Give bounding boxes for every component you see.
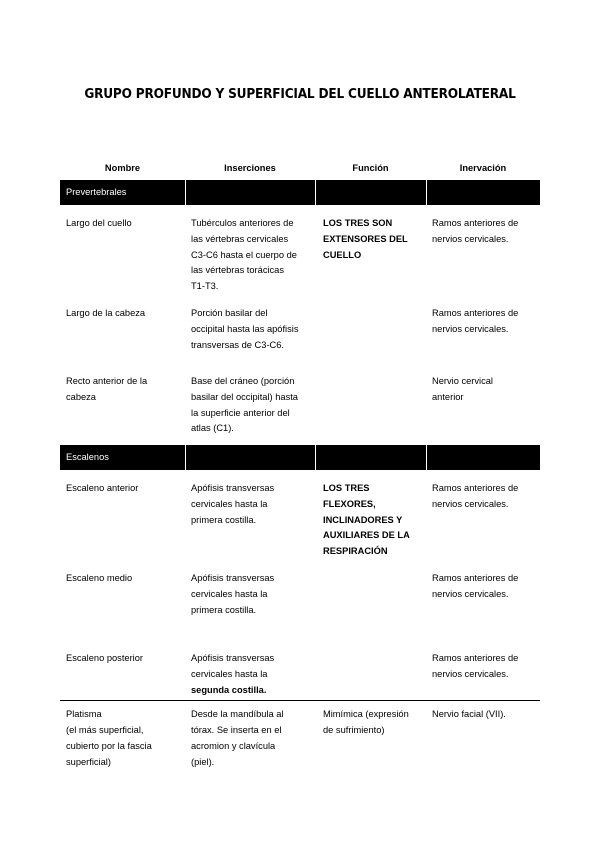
table-row	[60, 205, 540, 295]
text-line: Ramos anteriores de	[432, 482, 519, 493]
text-line: acromion y clavícula	[191, 740, 276, 751]
text-line-bold: segunda costilla.	[191, 684, 267, 695]
cell-inervacion	[426, 205, 540, 295]
text-line: anterior	[432, 391, 464, 402]
table-row	[60, 701, 540, 778]
text-line: primera costilla.	[191, 604, 257, 615]
text-line: Apófisis transversas	[191, 652, 275, 663]
section-cell	[185, 445, 315, 470]
text-line: Apófisis transversas	[191, 572, 275, 583]
cell-funcion	[315, 205, 426, 295]
cell-nombre: Largo de la cabeza	[66, 307, 146, 318]
cell-funcion	[315, 470, 426, 560]
text-line: INCLINADORES Y	[323, 514, 403, 525]
section-cell	[315, 180, 426, 205]
cell-inserciones	[185, 295, 315, 363]
section-row-prevertebrales	[60, 180, 540, 205]
cell-inervacion	[426, 640, 540, 701]
cell-inervacion	[426, 470, 540, 560]
text-line: (el más superficial,	[66, 725, 144, 736]
text-line: T1-T3.	[191, 281, 219, 292]
header-nombre: Nombre	[104, 162, 141, 173]
text-line: tórax. Se inserta en el	[191, 725, 282, 736]
text-line: nervios cervicales.	[432, 668, 509, 679]
text-line: EXTENSORES DEL	[323, 233, 408, 244]
text-line: nervios cervicales.	[432, 233, 509, 244]
text-line: nervios cervicales.	[432, 323, 509, 334]
text-line: Base del cráneo (porción	[191, 375, 295, 386]
table-row	[60, 560, 540, 640]
header-inserciones: Inserciones	[224, 162, 276, 173]
text-line: cervicales hasta la	[191, 498, 268, 509]
text-line: Ramos anteriores de	[432, 572, 519, 583]
text-line: cervicales hasta la	[191, 588, 268, 599]
cell-inserciones	[185, 560, 315, 640]
section-row-escalenos	[60, 445, 540, 470]
table-row	[60, 363, 540, 445]
text-line: cubierto por la fascia	[66, 740, 152, 751]
cell-funcion	[315, 363, 426, 445]
cell-nombre: Escaleno posterior	[66, 652, 143, 663]
cell-nombre	[60, 701, 185, 778]
section-cell	[315, 445, 426, 470]
text-line: Porción basilar del	[191, 307, 268, 318]
text-line: transversas de C3-C6.	[191, 339, 285, 350]
cell-inervacion	[426, 560, 540, 640]
cell-funcion	[315, 701, 426, 778]
section-cell	[426, 445, 540, 470]
text-line: cabeza	[66, 391, 96, 402]
text-line: Ramos anteriores de	[432, 652, 519, 663]
section-cell	[426, 180, 540, 205]
text-line: Nervio cervical	[432, 375, 493, 386]
text-line: C3-C6 hasta el cuerpo de	[191, 249, 297, 260]
cell-inervacion	[426, 295, 540, 363]
text-line: AUXILIARES DE LA	[323, 530, 410, 541]
header-row	[60, 157, 540, 180]
text-line: CUELLO	[323, 249, 362, 260]
cell-nombre	[60, 363, 185, 445]
text-line: LOS TRES FLEXORES,	[323, 482, 376, 509]
table-row	[60, 640, 540, 701]
text-line: (piel).	[191, 756, 215, 767]
text-line: occipital hasta las apófisis	[191, 323, 299, 334]
section-label: Escalenos	[60, 445, 185, 470]
text-line: LOS TRES SON	[323, 218, 393, 228]
cell-inserciones	[185, 640, 315, 701]
text-line: nervios cervicales.	[432, 498, 509, 509]
header-inervacion: Inervación	[459, 162, 507, 173]
cell-nombre: Escaleno medio	[66, 572, 133, 583]
text-line: cervicales hasta la	[191, 668, 268, 679]
document-title: GRUPO PROFUNDO Y SUPERFICIAL DEL CUELLO ANTEROLATERAL	[84, 86, 516, 102]
cell-funcion	[315, 560, 426, 640]
text-line: Mimímica (expresión	[323, 709, 409, 720]
text-line: las vértebras cervicales	[191, 233, 289, 244]
cell-inserciones	[185, 205, 315, 295]
section-label: Prevertebrales	[60, 180, 185, 205]
text-line: de sufrimiento)	[323, 725, 385, 736]
text-line: Apófisis transversas	[191, 482, 275, 493]
text-line: Ramos anteriores de	[432, 218, 519, 228]
cell-inserciones	[185, 701, 315, 778]
cell-inserciones	[185, 363, 315, 445]
text-line: la superficie anterior del	[191, 407, 290, 418]
header-funcion: Función	[352, 162, 389, 173]
text-line: nervios cervicales.	[432, 588, 509, 599]
cell-inervacion	[426, 363, 540, 445]
cell-funcion	[315, 295, 426, 363]
text-line: RESPIRACIÓN	[323, 546, 388, 557]
muscle-table	[60, 157, 540, 777]
text-line: Desde la mandíbula al	[191, 709, 284, 720]
cell-inervacion	[426, 701, 540, 778]
cell-nombre: Largo del cuello	[66, 218, 132, 228]
text-line: primera costilla.	[191, 514, 257, 525]
text-line: superficial)	[66, 756, 111, 767]
cell-nombre: Escaleno anterior	[66, 482, 139, 493]
cell-funcion	[315, 640, 426, 701]
table-row	[60, 295, 540, 363]
text-line: basilar del occipital) hasta	[191, 391, 298, 402]
text-line: atlas (C1).	[191, 423, 234, 434]
text-line: Nervio facial (VII).	[432, 709, 506, 720]
text-line: Platisma	[66, 709, 102, 720]
text-line: Ramos anteriores de	[432, 307, 519, 318]
text-line: Tubérculos anteriores de	[191, 218, 294, 228]
text-line: Recto anterior de la	[66, 375, 148, 386]
cell-inserciones	[185, 470, 315, 560]
text-line: las vértebras torácicas	[191, 265, 285, 276]
table-row	[60, 470, 540, 560]
section-cell	[185, 180, 315, 205]
